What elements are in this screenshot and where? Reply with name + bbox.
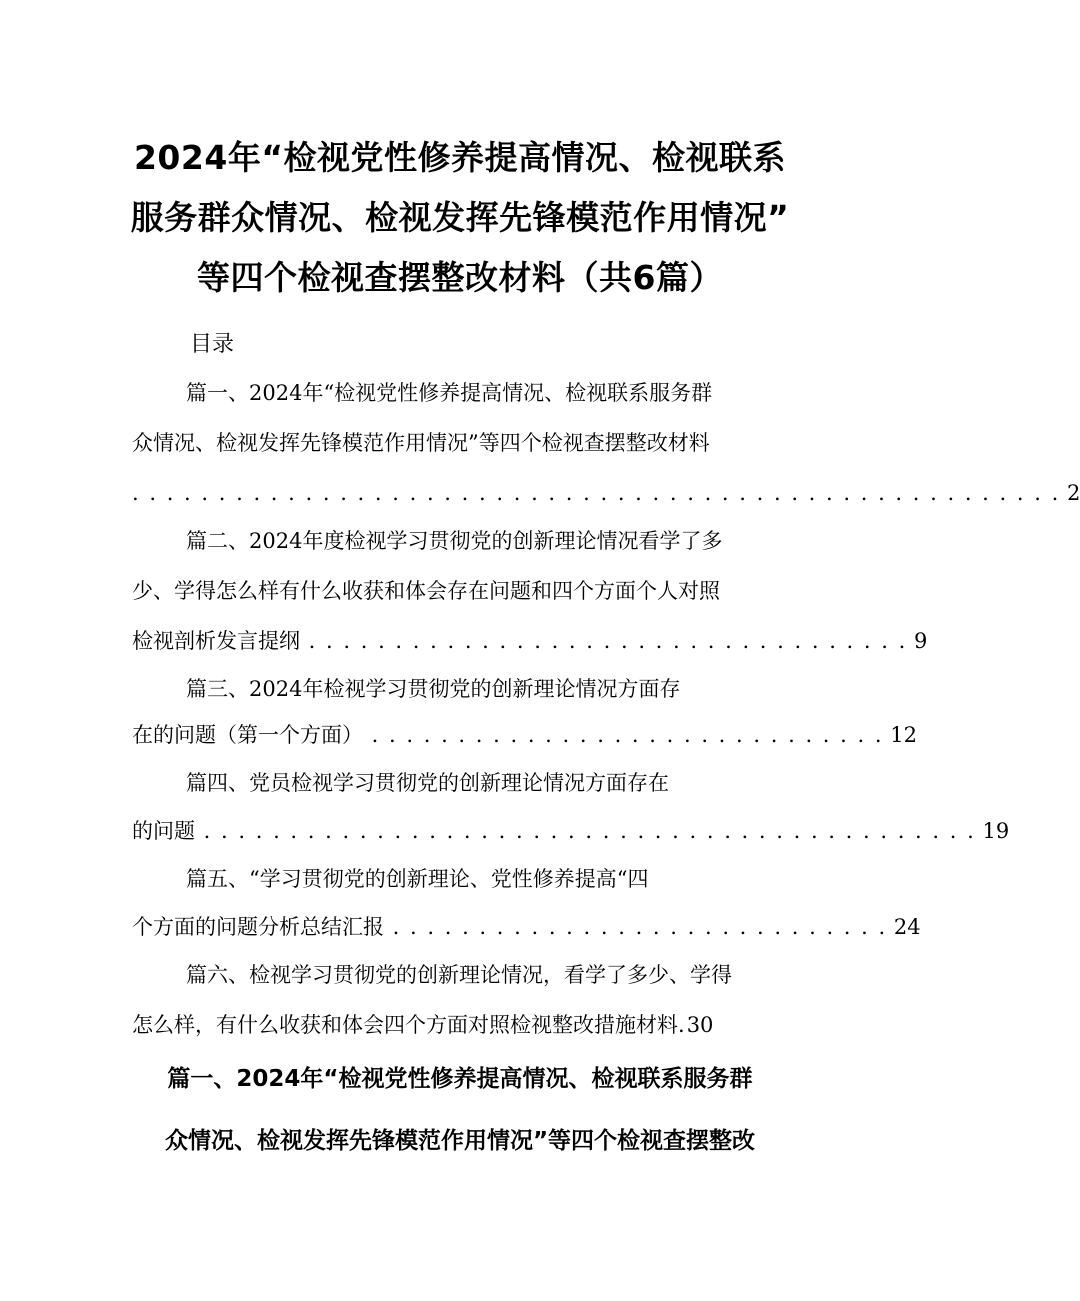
toc-page-number: 12 <box>890 723 917 747</box>
toc-page-number: 24 <box>893 915 921 939</box>
toc-entry-2-line-3[interactable] <box>132 626 927 656</box>
toc-page-number: 30 <box>686 1013 714 1037</box>
dot-leader: . . . . . . . . . . . . . . . . . . . . . . . . . . . . . . . . . . . . . . . . . . . . . <box>195 819 976 843</box>
toc-entry-2-line-1[interactable]: 篇二、2024年度检视学习贯彻党的创新理论情况看学了多 <box>186 529 723 553</box>
toc-entry-3-text: 在的问题（第一个方面） <box>132 723 363 747</box>
section-title-line-1: 篇一、2024年“检视党性修养提高情况、检视联系服务群 <box>167 1066 753 1092</box>
toc-entry-6-line-2[interactable] <box>132 1010 713 1040</box>
toc-entry-4-line-2[interactable] <box>132 816 1009 846</box>
toc-entry-5-line-2[interactable] <box>132 912 921 942</box>
dot-leader: . . . . . . . . . . . . . . . . . . . . . . . . . . . . . <box>384 915 888 939</box>
toc-page-number: 9 <box>913 629 928 653</box>
toc-entry-1-leader[interactable] <box>132 478 1080 508</box>
dot-leader: . . . . . . . . . . . . . . . . . . . . . . . . . . . . . . . . . . . <box>300 629 908 653</box>
toc-page-number: 19 <box>982 819 1010 843</box>
toc-entry-4-text: 的问题 <box>132 819 195 843</box>
toc-entry-3-line-2[interactable] <box>132 720 917 750</box>
title-line-2: 服务群众情况、检视发挥先锋模范作用情况” <box>130 198 790 237</box>
document-title <box>100 128 820 308</box>
toc-entry-6-text: 怎么样，有什么收获和体会四个方面对照检视整改措施材料 <box>132 1013 678 1037</box>
toc-entry-6-line-1[interactable]: 篇六、检视学习贯彻党的创新理论情况，看学了多少、学得 <box>186 963 732 987</box>
toc-page-number: 2 <box>1066 481 1080 505</box>
toc-entry-4-line-1[interactable]: 篇四、党员检视学习贯彻党的创新理论情况方面存在 <box>186 771 669 795</box>
title-line-3: 等四个检视查摆整改材料（共6篇） <box>197 258 723 297</box>
toc-entry-5-text: 个方面的问题分析总结汇报 <box>132 915 384 939</box>
toc-entry-2-line-2[interactable]: 少、学得怎么样有什么收获和体会存在问题和四个方面个人对照 <box>132 579 720 603</box>
toc-entry-2-text: 检视剖析发言提纲 <box>132 629 300 653</box>
section-title-line-2: 众情况、检视发挥先锋模范作用情况”等四个检视查摆整改 <box>164 1128 756 1154</box>
dot-leader: . <box>678 1013 687 1037</box>
dot-leader: . . . . . . . . . . . . . . . . . . . . . . . . . . . . . . . . . . . . . . . . . . . . . . . . . . . . . . <box>132 481 1061 505</box>
toc-entry-3-line-1[interactable]: 篇三、2024年检视学习贯彻党的创新理论情况方面存 <box>186 677 681 701</box>
toc-entry-1-line-1[interactable]: 篇一、2024年“检视党性修养提高情况、检视联系服务群 <box>186 381 713 405</box>
title-line-1: 2024年“检视党性修养提高情况、检视联系 <box>133 138 787 177</box>
toc-heading: 目录 <box>190 332 235 357</box>
toc-entry-1-line-2[interactable]: 众情况、检视发挥先锋模范作用情况”等四个检视查摆整改材料 <box>132 431 710 455</box>
toc-entry-5-line-1[interactable]: 篇五、“学习贯彻党的创新理论、党性修养提高“四 <box>186 867 649 891</box>
dot-leader: . . . . . . . . . . . . . . . . . . . . . . . . . . . . . . <box>363 723 884 747</box>
